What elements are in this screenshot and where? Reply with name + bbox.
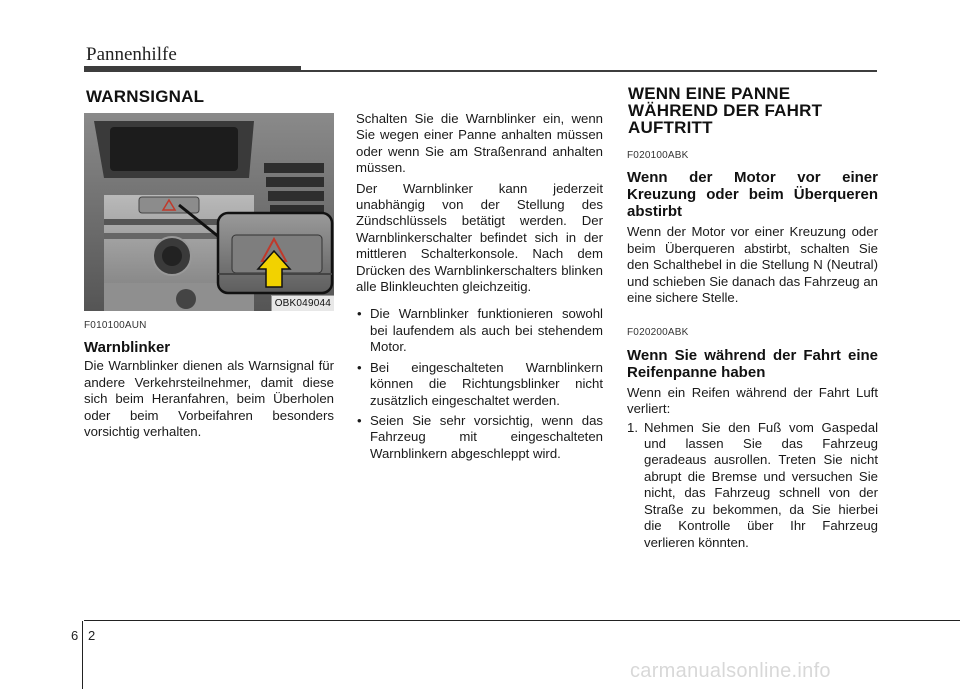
left-column [84,318,334,440]
paragraph-warnblinker-bedienung: Der Warnblinker kann jederzeit unabhängig von der Stellung des Zündschlüssels betätigt werden. Der Warnblinkerschalter befindet sich in der mittleren Schalterkonsole. Nach dem Drücken des Warnblinkerschalters blinken alle Blinkleuchten gleichzeitig. [356,180,603,295]
footer-rule [84,620,960,621]
page-chapter-number: 6 [71,628,79,643]
right-column [627,148,878,551]
page-header-title: Pannenhilfe [86,44,177,65]
paragraph-motor-abstirbt: Wenn der Motor vor einer Kreuzung oder beim Überqueren abstirbt, schalten Sie den Schalthebel in die Stellung N (Neutral) und schieben Sie danach das Fahrzeug an eine sichere Stelle. [627,224,878,306]
paragraph-warnblinker: Die Warnblinker dienen als Warnsignal für andere Verkehrsteilnehmer, damit diese sich beim Heranfahren, beim Überholen oder beim Vorbeifahren besonders vorsichtig verhalten. [84,358,334,440]
list-item: • Seien Sie sehr vorsichtig, wenn das Fahrzeug mit eingeschalteten Warnblinkern abgeschleppt wird. [356,413,603,462]
subheading-motor-abstirbt: Wenn der Motor vor einer Kreuzung oder beim Überqueren abstirbt [627,169,878,221]
list-item [627,420,878,551]
watermark: carmanualsonline.info [630,660,831,682]
section-code: F010100AUN [84,320,147,331]
middle-column [356,111,603,466]
section-code: F020200ABK [627,327,689,339]
reifenpanne-steps [627,420,878,551]
list-item: • Die Warnblinker funktionieren sowohl bei laufendem als auch bei stehendem Motor. [356,306,603,355]
subheading-warnblinker: Warnblinker [84,339,171,357]
section-heading-warnsignal: WARNSIGNAL [86,87,205,106]
heading-line: WENN EINE PANNE [628,84,791,103]
warnblinker-bullet-list [356,306,603,462]
paragraph-schalten: Schalten Sie die Warnblinker ein, wenn Sie wegen einer Panne anhalten müssen oder wenn Sie am Straßenrand anhalten müssen. [356,111,603,176]
header-rule-thick [84,66,301,72]
hazard-switch-photo [84,113,334,311]
subheading-reifenpanne: Wenn Sie während der Fahrt eine Reifenpanne haben [627,346,878,381]
dashboard-illustration [84,113,334,311]
paragraph-reifenpanne: Wenn ein Reifen während der Fahrt Luft verliert: [627,384,878,417]
photo-caption: OBK049044 [271,295,334,311]
page-number: 2 [88,628,96,643]
section-heading-panne [628,85,822,136]
footer-divider [82,621,83,689]
heading-line: AUFTRITT [628,118,713,137]
step-text: Nehmen Sie den Fuß vom Gaspedal und lassen Sie das Fahrzeug geradeaus ausrollen. Treten Sie nicht abrupt die Bremse und versuchen Sie nicht, das Fahrzeug schnell von der Straße zu bekommen, da Sie hierbei die Kontrolle über Ihr Fahrzeug verlieren könnten. [644,419,878,550]
step-number: 1. [627,419,638,435]
section-code: F020100ABK [627,150,689,161]
list-item: • Bei eingeschalteten Warnblinkern können die Richtungsblinker nicht zusätzlich eingeschaltet werden. [356,360,603,409]
heading-line: WÄHREND DER FAHRT [628,101,823,120]
header-rule-thin [301,70,877,72]
